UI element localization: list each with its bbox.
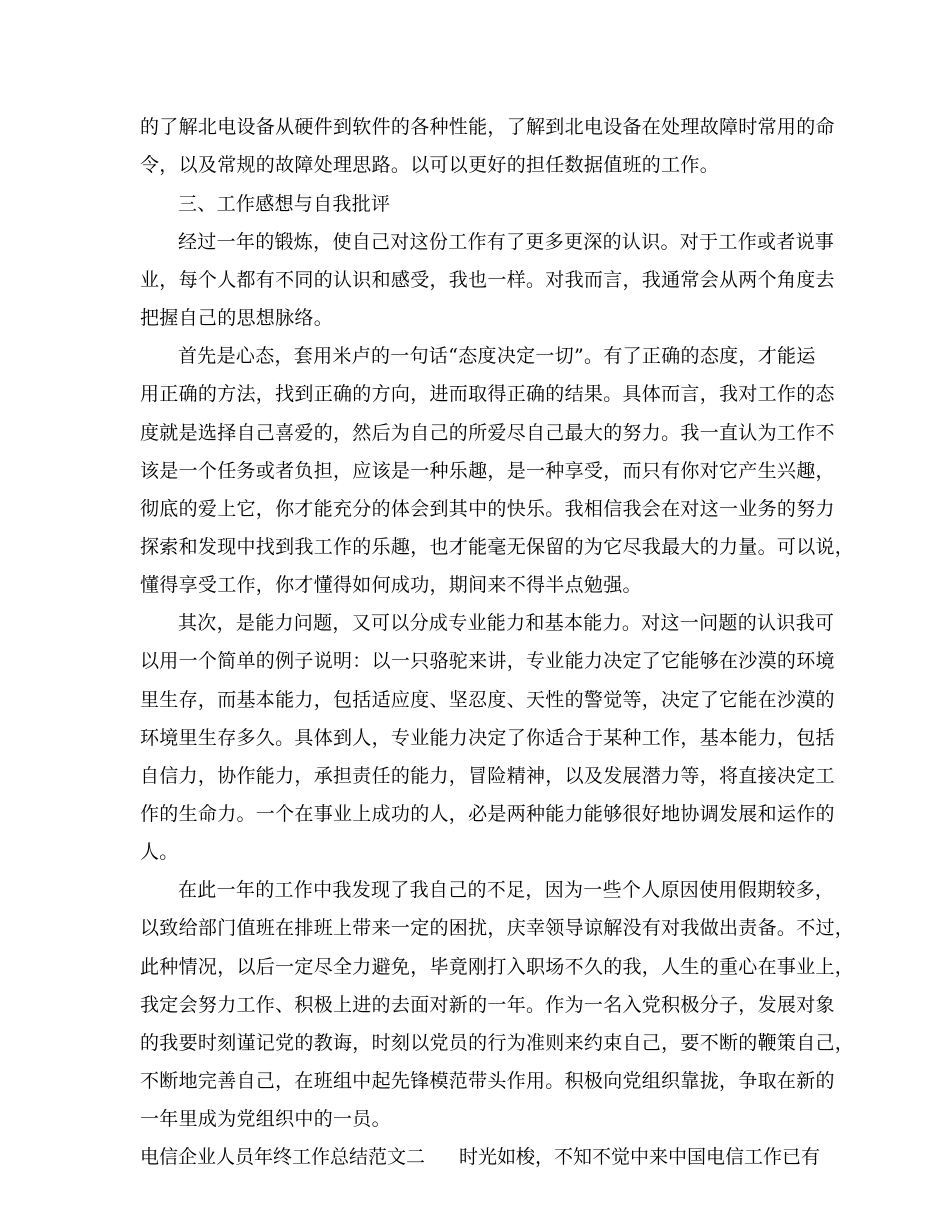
text-line: 此种情况，以后一定尽全力避免，毕竟刚打入职场不久的我，人生的重心在事业上， xyxy=(140,956,855,978)
text-line: 该是一个任务或者负担，应该是一种乐趣，是一种享受，而只有你对它产生兴趣， xyxy=(140,460,835,482)
next-article-line xyxy=(140,1145,820,1169)
next-article-heading: 电信企业人员年终工作总结范文二 xyxy=(140,1146,426,1168)
section-heading: 三、工作感想与自我批评 xyxy=(178,193,391,215)
text-line: 作的生命力。一个在事业上成功的人，必是两种能力能够很好地协调发展和运作的 xyxy=(140,803,835,825)
text-line: 以用一个简单的例子说明：以一只骆驼来讲，专业能力决定了它能够在沙漠的环境 xyxy=(140,650,835,672)
text-line: 我定会努力工作、积极上进的去面对新的一年。作为一名入党积极分子，发展对象 xyxy=(140,994,835,1016)
paragraph-start: 在此一年的工作中我发现了我自己的不足，因为一些个人原因使用假期较多， xyxy=(178,879,835,901)
next-article-text: 时光如梭，不知不觉中来中国电信工作已有 xyxy=(459,1146,821,1168)
text-line: 把握自己的思想脉络。 xyxy=(140,307,334,329)
text-line: 用正确的方法，找到正确的方向，进而取得正确的结果。具体而言，我对工作的态 xyxy=(140,383,835,405)
text-line: 彻底的爱上它，你才能充分的体会到其中的快乐。我相信我会在对这一业务的努力 xyxy=(140,498,835,520)
text-line: 的我要时刻谨记党的教诲，时刻以党员的行为准则来约束自己，要不断的鞭策自己， xyxy=(140,1032,855,1054)
paragraph-start: 经过一年的锻炼，使自己对这份工作有了更多更深的认识。对于工作或者说事 xyxy=(178,231,835,253)
text-line: 探索和发现中找到我工作的乐趣，也才能毫无保留的为它尽我最大的力量。可以说， xyxy=(140,536,855,558)
text-line: 度就是选择自己喜爱的，然后为自己的所爱尽自己最大的努力。我一直认为工作不 xyxy=(140,422,835,444)
text-line: 懂得享受工作，你才懂得如何成功，期间来不得半点勉强。 xyxy=(140,574,642,596)
text-line: 自信力，协作能力，承担责任的能力，冒险精神，以及发展潜力等，将直接决定工 xyxy=(140,765,835,787)
text-line: 里生存，而基本能力，包括适应度、坚忍度、天性的警觉等，决定了它能在沙漠的 xyxy=(140,689,835,711)
text-line: 业，每个人都有不同的认识和感受，我也一样。对我而言，我通常会从两个角度去 xyxy=(140,269,835,291)
text-line: 人。 xyxy=(140,841,179,863)
paragraph-start: 首先是心态，套用米卢的一句话“态度决定一切”。有了正确的态度，才能运 xyxy=(178,345,816,367)
text-line: 环境里生存多久。具体到人，专业能力决定了你适合于某种工作，基本能力，包括 xyxy=(140,727,835,749)
text-line: 的了解北电设备从硬件到软件的各种性能，了解到北电设备在处理故障时常用的命 xyxy=(140,116,835,138)
text-line: 令，以及常规的故障处理思路。以可以更好的担任数据值班的工作。 xyxy=(140,154,720,176)
text-line: 不断地完善自己，在班组中起先锋模范带头作用。积极向党组织靠拢，争取在新的 xyxy=(140,1070,835,1092)
text-line: 以致给部门值班在排班上带来一定的困扰，庆幸领导谅解没有对我做出责备。不过， xyxy=(140,917,855,939)
paragraph-start: 其次，是能力问题，又可以分成专业能力和基本能力。对这一问题的认识我可 xyxy=(178,612,835,634)
text-line: 一年里成为党组织中的一员。 xyxy=(140,1108,391,1130)
